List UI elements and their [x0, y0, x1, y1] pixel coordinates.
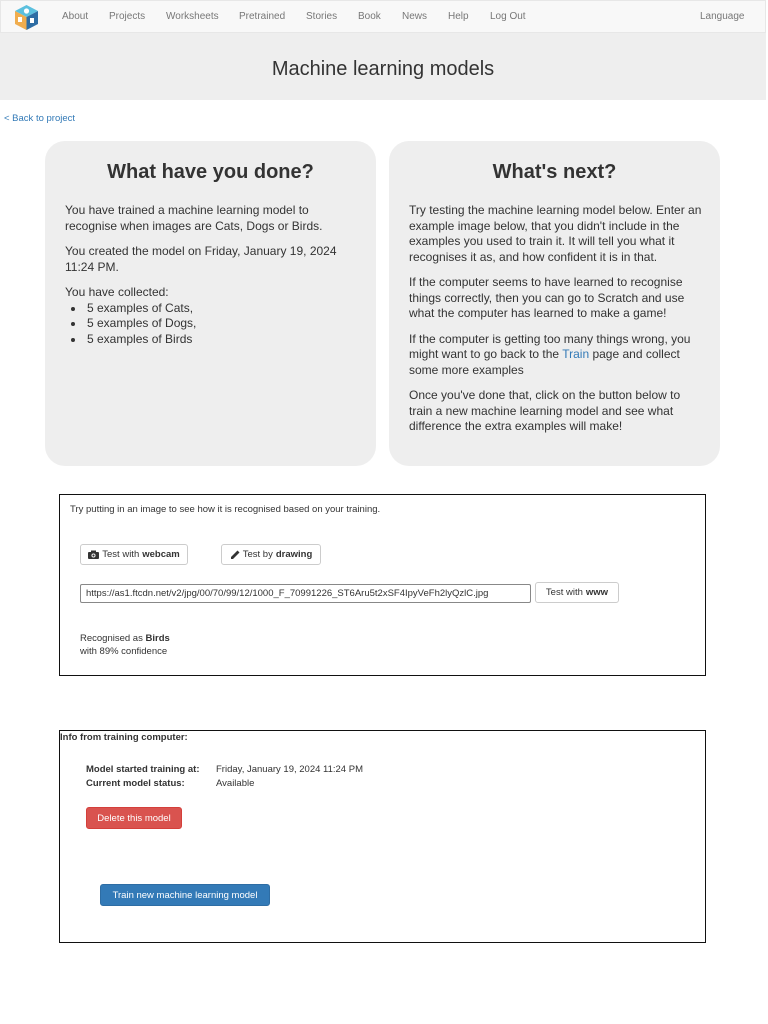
panel-title: What's next?: [492, 161, 617, 183]
result-confidence: with 89% confidence: [80, 646, 168, 657]
pencil-icon: [230, 550, 240, 560]
training-info-box: [59, 730, 706, 943]
test-model-box: [59, 494, 706, 676]
next-paragraph-1: Try testing the machine learning model below. Enter an example image below, that you didn't include in the examples you used to train it. It will tell you what it recognises it as, and how confident it is in that.: [409, 203, 702, 264]
nav-help[interactable]: Help: [448, 11, 469, 22]
result-label: Birds: [145, 633, 170, 644]
panel-title: What have you done?: [107, 161, 314, 183]
ml4k-cube-logo-icon[interactable]: [13, 4, 40, 31]
nav-pretrained[interactable]: Pretrained: [239, 11, 286, 22]
trained-text: You have trained a machine learning model to recognise when images are Cats, Dogs or Birds.: [65, 203, 323, 233]
next-paragraph-2: If the computer seems to have learned to recognise things correctly, then you can go to Scratch and use what the computer has learned to make a game!: [409, 275, 685, 320]
started-row: Model started training at: Friday, January 19, 2024 11:24 PM: [86, 764, 363, 775]
recognition-result: Recognised as Birds with 89% confidence: [80, 633, 170, 657]
status-row: Current model status: Available: [86, 778, 255, 789]
test-by-drawing-button[interactable]: Test by drawing: [221, 544, 321, 565]
collected-label: You have collected:: [65, 285, 169, 299]
nav-book[interactable]: Book: [358, 11, 381, 22]
test-with-www-button[interactable]: Test with www: [535, 582, 619, 603]
created-text: You created the model on Friday, January 19, 2024 11:24 PM.: [65, 244, 337, 274]
nav-projects[interactable]: Projects: [109, 11, 146, 22]
nav-about[interactable]: About: [62, 11, 89, 22]
page-title: Machine learning models: [271, 58, 495, 80]
back-to-project-link[interactable]: < Back to project: [4, 113, 76, 124]
train-new-model-button[interactable]: Train new machine learning model: [100, 884, 270, 906]
whats-next-panel: [389, 141, 720, 466]
list-item: • 5 examples of Dogs,: [85, 316, 360, 332]
next-paragraph-3: If the computer is getting too many things wrong, you might want to go back to the Train page and collect some more examples: [409, 331, 691, 377]
list-item: • 5 examples of Birds: [85, 332, 360, 348]
nav-worksheets[interactable]: Worksheets: [166, 11, 219, 22]
started-value: Friday, January 19, 2024 11:24 PM: [216, 764, 363, 775]
nav-news[interactable]: News: [402, 11, 428, 22]
info-title: Info from training computer:: [60, 732, 188, 743]
collected-list: [85, 301, 360, 348]
status-value: Available: [216, 778, 255, 789]
panel-body: [409, 203, 704, 445]
panel-body: [65, 203, 360, 347]
camera-icon: [88, 550, 99, 559]
image-url-input[interactable]: [80, 584, 531, 603]
test-with-webcam-button[interactable]: Test with webcam: [80, 544, 188, 565]
top-navbar: [0, 0, 766, 33]
nav-stories[interactable]: Stories: [306, 11, 338, 22]
what-have-you-done-panel: [45, 141, 376, 466]
test-intro-text: Try putting in an image to see how it is recognised based on your training.: [70, 504, 381, 515]
nav-logout[interactable]: Log Out: [490, 11, 526, 22]
nav-language[interactable]: Language: [700, 11, 745, 22]
delete-model-button[interactable]: Delete this model: [86, 807, 182, 829]
list-item: • 5 examples of Cats,: [85, 301, 360, 317]
next-paragraph-4: Once you've done that, click on the button below to train a new machine learning model and see what difference the extra examples will make!: [409, 388, 681, 433]
train-page-link[interactable]: Train: [562, 347, 590, 361]
